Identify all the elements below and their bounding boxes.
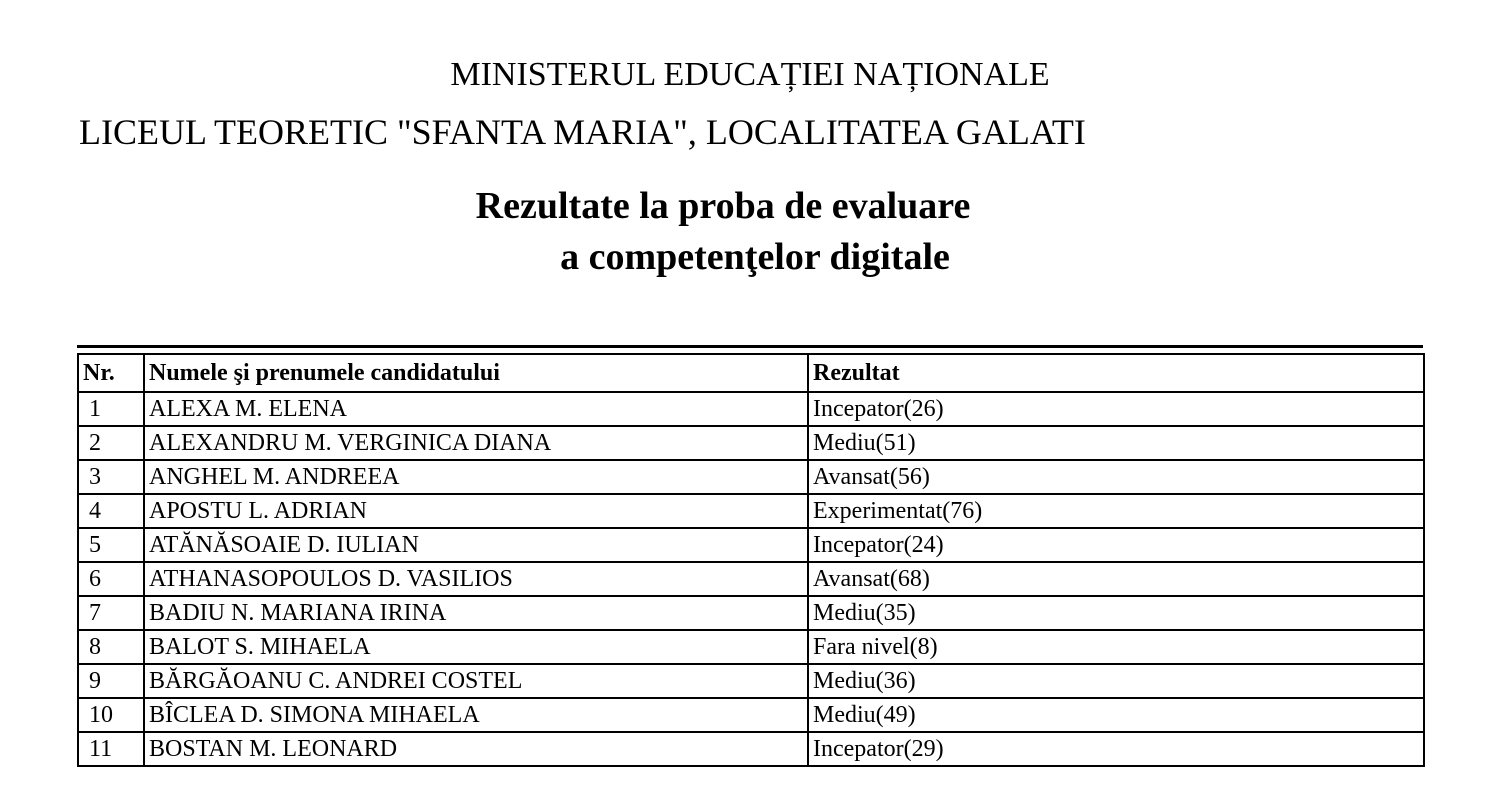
cell-result: Mediu(49)	[808, 698, 1424, 732]
cell-result: Incepator(24)	[808, 528, 1424, 562]
table-row	[78, 664, 1424, 698]
table-row	[78, 630, 1424, 664]
cell-result: Mediu(36)	[808, 664, 1424, 698]
table-row	[78, 562, 1424, 596]
school-heading: LICEUL TEORETIC "SFANTA MARIA", LOCALITATEA GALATI	[79, 112, 1086, 152]
table-row	[78, 698, 1424, 732]
cell-nr: 2	[78, 426, 144, 460]
cell-result: Fara nivel(8)	[808, 630, 1424, 664]
cell-candidate-name: ATĂNĂSOAIE D. IULIAN	[144, 528, 808, 562]
cell-candidate-name: BOSTAN M. LEONARD	[144, 732, 808, 766]
cell-candidate-name: ALEXANDRU M. VERGINICA DIANA	[144, 426, 808, 460]
cell-candidate-name: BALOT S. MIHAELA	[144, 630, 808, 664]
cell-nr: 11	[78, 732, 144, 766]
table-row	[78, 732, 1424, 766]
ministry-heading: MINISTERUL EDUCAȚIEI NAȚIONALE	[450, 56, 1050, 93]
table-row	[78, 392, 1424, 426]
cell-candidate-name: BADIU N. MARIANA IRINA	[144, 596, 808, 630]
column-header-result: Rezultat	[808, 354, 1424, 392]
column-header-nr: Nr.	[78, 354, 144, 392]
cell-result: Incepator(26)	[808, 392, 1424, 426]
cell-result: Experimentat(76)	[808, 494, 1424, 528]
cell-result: Avansat(68)	[808, 562, 1424, 596]
document-title-line-1: Rezultate la proba de evaluare	[475, 185, 971, 227]
table-row	[78, 528, 1424, 562]
table-row	[78, 596, 1424, 630]
cell-nr: 6	[78, 562, 144, 596]
cell-candidate-name: BĂRGĂOANU C. ANDREI COSTEL	[144, 664, 808, 698]
cell-nr: 7	[78, 596, 144, 630]
cell-result: Incepator(29)	[808, 732, 1424, 766]
table-row	[78, 460, 1424, 494]
results-table	[77, 353, 1425, 767]
cell-nr: 1	[78, 392, 144, 426]
cell-nr: 9	[78, 664, 144, 698]
cell-candidate-name: ATHANASOPOULOS D. VASILIOS	[144, 562, 808, 596]
cell-result: Mediu(51)	[808, 426, 1424, 460]
column-header-name: Numele şi prenumele candidatului	[144, 354, 808, 392]
cell-nr: 3	[78, 460, 144, 494]
results-table-body	[78, 392, 1424, 766]
cell-nr: 8	[78, 630, 144, 664]
table-top-rule	[77, 345, 1423, 348]
table-row	[78, 494, 1424, 528]
cell-candidate-name: ALEXA M. ELENA	[144, 392, 808, 426]
cell-nr: 10	[78, 698, 144, 732]
cell-nr: 5	[78, 528, 144, 562]
cell-candidate-name: BÎCLEA D. SIMONA MIHAELA	[144, 698, 808, 732]
document-title-line-2: a competenţelor digitale	[560, 236, 950, 278]
table-header-row	[78, 354, 1424, 392]
table-row	[78, 426, 1424, 460]
cell-candidate-name: ANGHEL M. ANDREEA	[144, 460, 808, 494]
cell-nr: 4	[78, 494, 144, 528]
cell-candidate-name: APOSTU L. ADRIAN	[144, 494, 808, 528]
cell-result: Avansat(56)	[808, 460, 1424, 494]
cell-result: Mediu(35)	[808, 596, 1424, 630]
